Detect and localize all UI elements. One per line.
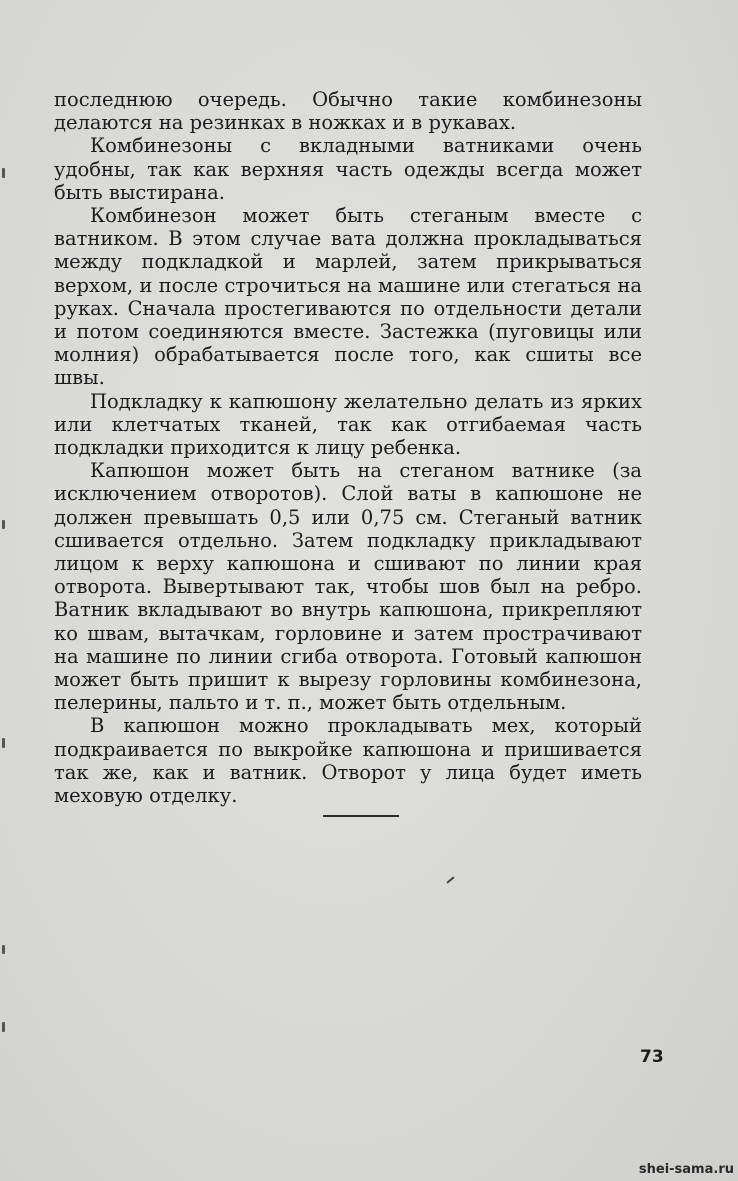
scan-edge-mark [2,945,5,954]
paragraph-5: Капюшон может быть на стеганом ватнике (за исключением отворотов). Слой ваты в капюшоне не должен превышать 0,5 или 0,75 см. Стеганый ватник сшивается отдельно. Затем подкладку прикладывают лицом к верху капюшона и сшивают по линии края отворота. Вывертывают так, чтобы шов был на ребро. Ватник вкладывают во внутрь капюшона, прикрепляют ко швам, вытачкам, горловине и затем прострачивают на машине по линии сгиба отворота. Готовый капюшон может быть пришит к вырезу горловины комбинезона, пелерины, пальто и т. п., может быть отдельным. [54,459,642,715]
scan-edge-mark [2,520,5,529]
scan-edge-mark [2,168,5,178]
paragraph-6: В капюшон можно прокладывать мех, который подкраивается по выкройке капюшона и пришивается так же, как и ватник. Отворот у лица будет иметь меховую отделку. [54,714,642,808]
scan-edge-mark [2,738,5,748]
stray-mark [446,876,454,883]
paragraph-3: Комбинезон может быть стеганым вместе с ватником. В этом случае вата должна прокладываться между подкладкой и марлей, затем прикрываться верхом, и после строчиться на машине или стегаться на руках. Сначала простегиваются по отдельности детали и потом соединяются вместе. Застежка (пуговицы или молния) обрабатывается после того, как сшиты все швы. [54,204,642,390]
body-text [54,88,642,807]
scan-edge-mark [2,1022,5,1032]
paragraph-2: Комбинезоны с вкладными ватниками очень удобны, так как верхняя часть одежды всегда может быть выстирана. [54,134,642,204]
section-end-rule [323,815,399,817]
watermark: shei-sama.ru [638,1162,734,1177]
paragraph-4: Подкладку к капюшону желательно делать из ярких или клетчатых тканей, так как отгибаемая часть подкладки приходится к лицу ребенка. [54,389,642,460]
page-number: 73 [640,1047,664,1067]
paragraph-1: последнюю очередь. Обычно такие комбинезоны делаются на резинках в ножках и в рукавах. [54,88,642,135]
